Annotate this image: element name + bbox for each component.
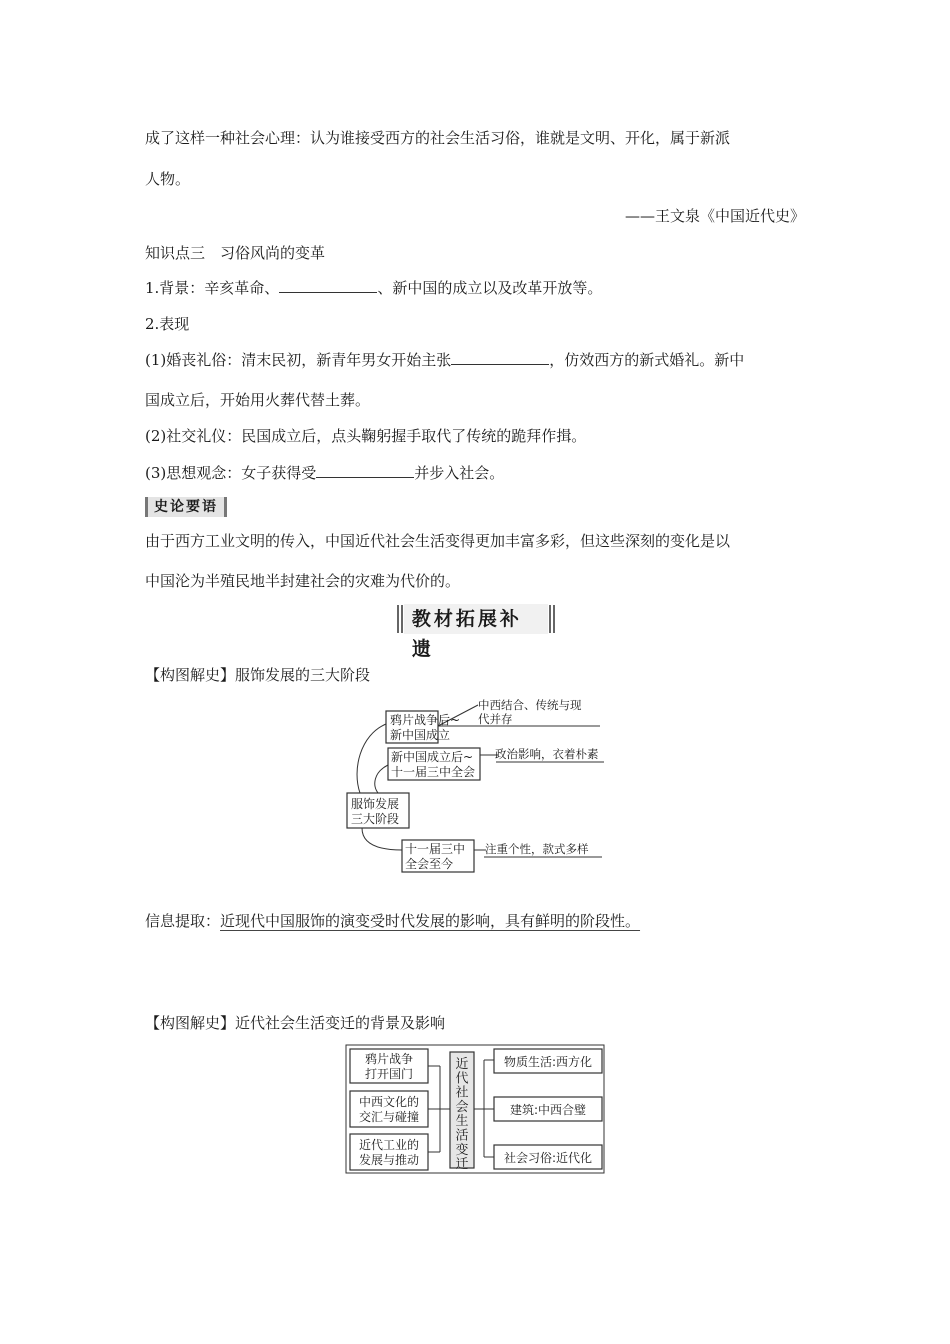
- paragraph-line: 中国沦为半殖民地半封建社会的灾难为代价的。: [145, 572, 461, 590]
- diagram-heading: [145, 1012, 445, 1033]
- stage-note: 政治影响，衣着朴素: [495, 747, 599, 761]
- heading-label: 【构图解史】: [145, 1014, 236, 1032]
- effect-label: 建筑:中西合璧: [509, 1103, 587, 1117]
- connector-curve: [357, 724, 386, 793]
- connector-curve: [375, 765, 388, 793]
- text: (3)思想观念：女子获得受: [145, 464, 317, 482]
- section-heading: 知识点三 习俗风尚的变革: [145, 244, 326, 262]
- stage-label: 全会至今: [405, 857, 454, 871]
- cause-label: 近代工业的: [358, 1138, 420, 1152]
- social-life-diagram: [0, 1040, 950, 1180]
- text: 并步入社会。: [414, 464, 505, 482]
- tag-text: 史论要语: [148, 497, 224, 517]
- text: ，仿效西方的新式婚礼。新中: [549, 351, 745, 369]
- stage-label: 十一届三中: [405, 842, 466, 856]
- center-char: 社: [455, 1085, 469, 1101]
- paragraph-line: 国成立后，开始用火葬代替土葬。: [145, 391, 371, 409]
- heading-title: 服饰发展的三大阶段: [235, 666, 371, 684]
- banner-text: 教材拓展补遗: [404, 604, 548, 634]
- center-char: 代: [455, 1071, 469, 1087]
- stage-note: 代并存: [478, 712, 513, 726]
- cause-label: 鸦片战争: [364, 1052, 414, 1066]
- quote-source: ——王文泉《中国近代史》: [624, 207, 805, 225]
- stage-label: 十一届三中全会: [391, 765, 476, 779]
- center-char: 近: [455, 1057, 469, 1072]
- stage-note: 注重个性，款式多样: [485, 842, 589, 856]
- text: 1.背景：辛亥革命、: [145, 279, 280, 297]
- center-label: 服饰发展: [351, 797, 400, 811]
- effect-label: 物质生活:西方化: [503, 1055, 593, 1069]
- subheading: 2.表现: [145, 315, 190, 333]
- stage-label: 新中国成立后~: [391, 750, 474, 764]
- stage-label: 新中国成立: [390, 728, 451, 742]
- center-label: [455, 1057, 468, 1172]
- info-text: 近现代中国服饰的演变受时代发展的影响，具有鲜明的阶段性。: [220, 912, 641, 930]
- text: (1)婚丧礼俗：清末民初，新青年男女开始主张: [145, 351, 452, 369]
- social-line: (2)社交礼仪：民国成立后，点头鞠躬握手取代了传统的跪拜作揖。: [145, 427, 587, 445]
- paragraph-line: 由于西方工业文明的传入，中国近代社会生活变得更加丰富多彩，但这些深刻的变化是以: [145, 532, 731, 550]
- center-char: 会: [455, 1099, 469, 1115]
- cause-label: 发展与推动: [358, 1153, 420, 1167]
- cause-label: 打开国门: [364, 1067, 414, 1081]
- paragraph-line: 人物。: [145, 170, 191, 188]
- center-char: 变: [455, 1142, 469, 1158]
- cause-label: 交汇与碰撞: [358, 1110, 420, 1124]
- center-char: 生: [455, 1114, 469, 1130]
- heading-label: 【构图解史】: [145, 666, 236, 684]
- center-label: 三大阶段: [351, 812, 400, 826]
- stage-note: 中西结合、传统与现: [478, 698, 582, 712]
- effect-label: 社会习俗:近代化: [503, 1151, 593, 1165]
- text: 、新中国的成立以及改革开放等。: [377, 279, 603, 297]
- connector-curve: [362, 828, 402, 850]
- info-extract: [145, 910, 640, 931]
- center-char: 迁: [455, 1157, 469, 1173]
- info-label: 信息提取：: [145, 912, 221, 930]
- center-char: 活: [455, 1128, 469, 1144]
- stage-label: 鸦片战争后~: [390, 713, 461, 727]
- cause-label: 中西文化的: [358, 1095, 420, 1109]
- heading-title: 近代社会生活变迁的背景及影响: [235, 1014, 446, 1032]
- paragraph-line: 成了这样一种社会心理：认为谁接受西方的社会生活习俗，谁就是文明、开化，属于新派: [145, 129, 731, 147]
